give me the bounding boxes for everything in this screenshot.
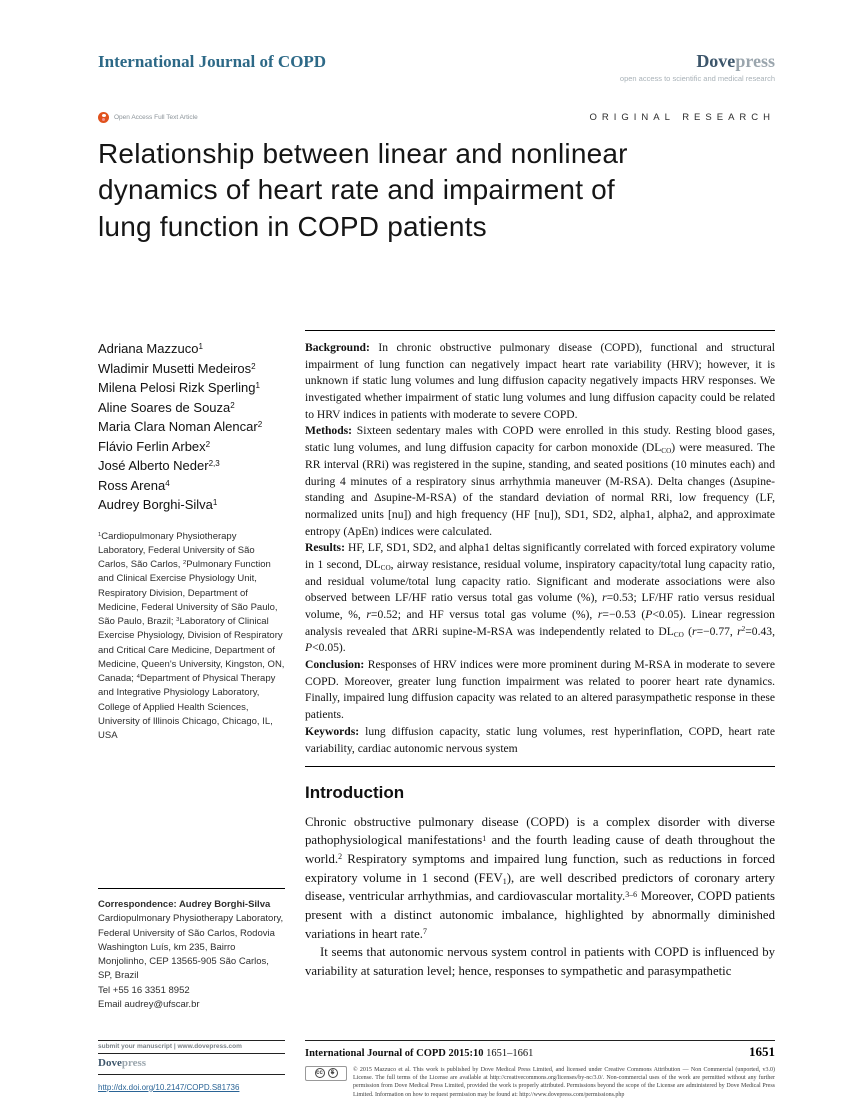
- dovepress-logo[interactable]: [620, 52, 775, 72]
- footer-left: [98, 1040, 285, 1099]
- creative-commons-icon: [305, 1066, 347, 1081]
- copyright-text: © 2015 Mazzuco et al. This work is published by Dove Medical Press Limited, and licensed under Creative Commons Attribution — Non Commercial (unported, v3.0) License. The full terms of the License are available at http://creativecommons.org/licenses/by-nc/3.0/. Non-commercial uses of the work are permitted without any further permission from Dove Medical Press Limited, provided the work is properly attributed. Permissions beyond the scope of the License are administered by Dove Medical Press Limited. Information on how to request permission may be found at: http://www.dovepress.com/permissions.php: [353, 1066, 775, 1098]
- abstract-section-text: lung diffusion capacity, static lung volumes, rest hyperinflation, COPD, heart rate variability, cardiac autonomic nervous system: [305, 724, 775, 755]
- journal-citation-row: [305, 1040, 775, 1061]
- content-columns: [98, 330, 775, 1030]
- divider: [305, 766, 775, 767]
- abstract-keywords: [305, 724, 775, 757]
- abstract-section-label: Methods:: [305, 424, 353, 438]
- copyright-row: [305, 1066, 775, 1100]
- open-access-icon: [98, 112, 109, 123]
- main-column: [305, 330, 775, 1030]
- abstract-section-text: Sixteen sedentary males with COPD were enrolled in this study. Resting blood gases, static lung volumes, and lung diffusion capacity for carbon monoxide $(DL_{CO})$ were measured. The RR interval (RRi) was registered in the supine, standing, and seated positions (10 minutes each) and during 4 minutes of a respiratory sinus arrhythmia maneuver (M-RSA). Delta changes (Δsupine-standing and Δsupine-M-RSA) of the standard deviation of normal RRi, low frequency (LF, normalized units [nu]) and high frequency (HF [nu]), SD1, SD2, alpha1, alpha2, and approximate entropy (ApEn) indices were calculated.: [305, 424, 775, 538]
- author-name: Flávio Ferlin Arbex$^2$: [98, 438, 211, 454]
- abstract-methods: [305, 423, 775, 540]
- author-name: Ross Arena$^4$: [98, 477, 170, 493]
- journal-title: International Journal of COPD: [98, 52, 327, 71]
- abstract-section-label: Background:: [305, 341, 370, 354]
- masthead: [98, 52, 775, 84]
- abstract-section-label: Results:: [305, 541, 345, 555]
- author-name: Audrey Borghi-Silva$^1$: [98, 497, 218, 512]
- introduction-paragraph: Chronic obstructive pulmonary disease (COPD) is a complex disorder with diverse pathophysiological manifestations$^1$ and the fourth leading cause of death throughout the world.$^2$ Respiratory symptoms and impaired lung function, such as reductions in forced expiratory volume in 1 second $(FEV_1)$, are well described predictors of coronary artery disease, ventricular arrhythmias, and cardiovascular mortality.$^{3-6}$ Moreover, COPD patients present with a distinct autonomic imbalance, highlighted by abnormally diminished variations in heart rate.$^7$: [305, 814, 775, 941]
- submit-manuscript-link[interactable]: submit your manuscript | www.dovepress.com: [98, 1040, 285, 1054]
- abstract-section-label: Keywords:: [305, 724, 360, 738]
- author-name: Adriana Mazzuco$^1$: [98, 341, 203, 356]
- introduction-paragraph: It seems that autonomic nervous system control in patients with COPD is influenced by variability at saturation level; hence, responses to sympathetic and parasympathetic: [305, 945, 775, 978]
- dovepress-logo-press: press: [735, 51, 775, 71]
- abstract-section-label: Conclusion:: [305, 658, 365, 672]
- badge-row: [98, 112, 775, 123]
- affiliations-block: $^1$Cardiopulmonary Physiotherapy Laboratory, Federal University of São Carlos, São Carlos, $^2$Pulmonary Function and Clinical Exercise Physiology Unit, Respiratory Division, Department of Medicine, Federal University of São Paulo, São Paulo, Brazil; $^3$Laboratory of Clinical Exercise Physiology, Division of Respiratory and Critical Care Medicine, Department of Medicine, Queen's University, Kingston, ON, Canada; $^4$Department of Physical Therapy and Integrative Physiology Laboratory, College of Applied Health Sciences, University of Illinois Chicago, Chicago, IL, USA: [98, 530, 285, 741]
- author-name: Wladimir Musetti Medeiros$^2$: [98, 360, 256, 376]
- footer-right: [305, 1040, 775, 1099]
- abstract-section-text: HF, LF, SD1, SD2, and alpha1 deltas significantly correlated with forced expiratory volume in 1 second, $DL_{CO}$, airway resistance, residual volume, inspiratory capacity/total lung capacity ratio, and residual volume/total lung capacity ratio. Significant and moderate associations were also observed between LF/HF ratio versus total gas volume (%), r=0.53; LF/HF ratio versus residual volume, %, r=0.52; and HF versus total gas volume (%), r=−0.53 (P<0.05). Linear regression analysis revealed that ΔRRi supine-M-RSA was independently related to $DL_{CO}$ (r=−0.77, $r^2=0.43$, P<0.05).: [305, 541, 775, 655]
- publisher-brand: [620, 52, 775, 84]
- author-name: Maria Clara Noman Alencar$^2$: [98, 419, 263, 434]
- page-number: 1651: [749, 1044, 775, 1059]
- abstract-conclusion: [305, 657, 775, 724]
- open-access-link[interactable]: Open Access Full Text Article: [114, 113, 198, 121]
- cc-nc-icon: $: [328, 1068, 338, 1078]
- dovepress-logo-dove: Dove: [696, 51, 736, 71]
- publisher-tagline: open access to scientific and medical research: [619, 73, 775, 83]
- abstract-section-text: In chronic obstructive pulmonary disease (COPD), functional and structural impairment of lung function can negatively impact heart rate variability (HRV); however, it is unknown if static lung volumes and lung diffusion capacity negatively impacts HRV responses. We investigated whether impairment of static lung volumes and lung diffusion capacity could be related to HRV indices in patients with moderate to severe COPD.: [305, 341, 776, 421]
- abstract-background: [305, 340, 775, 423]
- dovepress-footer-logo[interactable]: [98, 1054, 285, 1074]
- journal-citation: [305, 1047, 533, 1061]
- cc-by-icon: cc: [316, 1070, 323, 1077]
- dovepress-footer-dove: Dove: [98, 1057, 122, 1070]
- dovepress-footer-press: press: [121, 1057, 147, 1070]
- abstract: [305, 330, 775, 757]
- abstract-section-text: Responses of HRV indices were more prominent during M-RSA in moderate to severe COPD. Moreover, greater lung function impairment was related to poorer heart rate dynamics. Finally, impaired lung diffusion capacity was related to an altered parasympathetic response in these patients.: [305, 658, 775, 722]
- author-name: Milena Pelosi Rizk Sperling$^1$: [98, 380, 260, 395]
- abstract-results: [305, 540, 775, 657]
- author-name: Aline Soares de Souza$^2$: [98, 399, 235, 415]
- left-column: [98, 330, 285, 1030]
- author-name: José Alberto Neder$^{2,3}$: [98, 458, 220, 473]
- doi-link[interactable]: http://dx.doi.org/10.2147/COPD.S81736: [98, 1082, 240, 1092]
- article-title: Relationship between linear and nonlinear dynamics of heart rate and impairment of lung function in COPD patients: [98, 138, 628, 242]
- section-heading-introduction: Introduction: [305, 783, 405, 803]
- journal-citation-pages: 1651–1661: [486, 1048, 534, 1059]
- article-type-label: ORIGINAL RESEARCH: [589, 112, 775, 123]
- journal-citation-name: International Journal of COPD 2015:10: [305, 1048, 484, 1059]
- page-footer: [98, 1040, 775, 1099]
- correspondence-block: Correspondence: Audrey Borghi-Silva Cardiopulmonary Physiotherapy Laboratory, Federal University of São Carlos, Rodovia Washington Luís, km 235, Bairro Monjolinho, CEP 13565-905 São Carlos, SP, Brazil Tel +55 16 3351 8952 Email audrey@ufscar.br: [98, 888, 285, 1012]
- author-list: [98, 339, 285, 515]
